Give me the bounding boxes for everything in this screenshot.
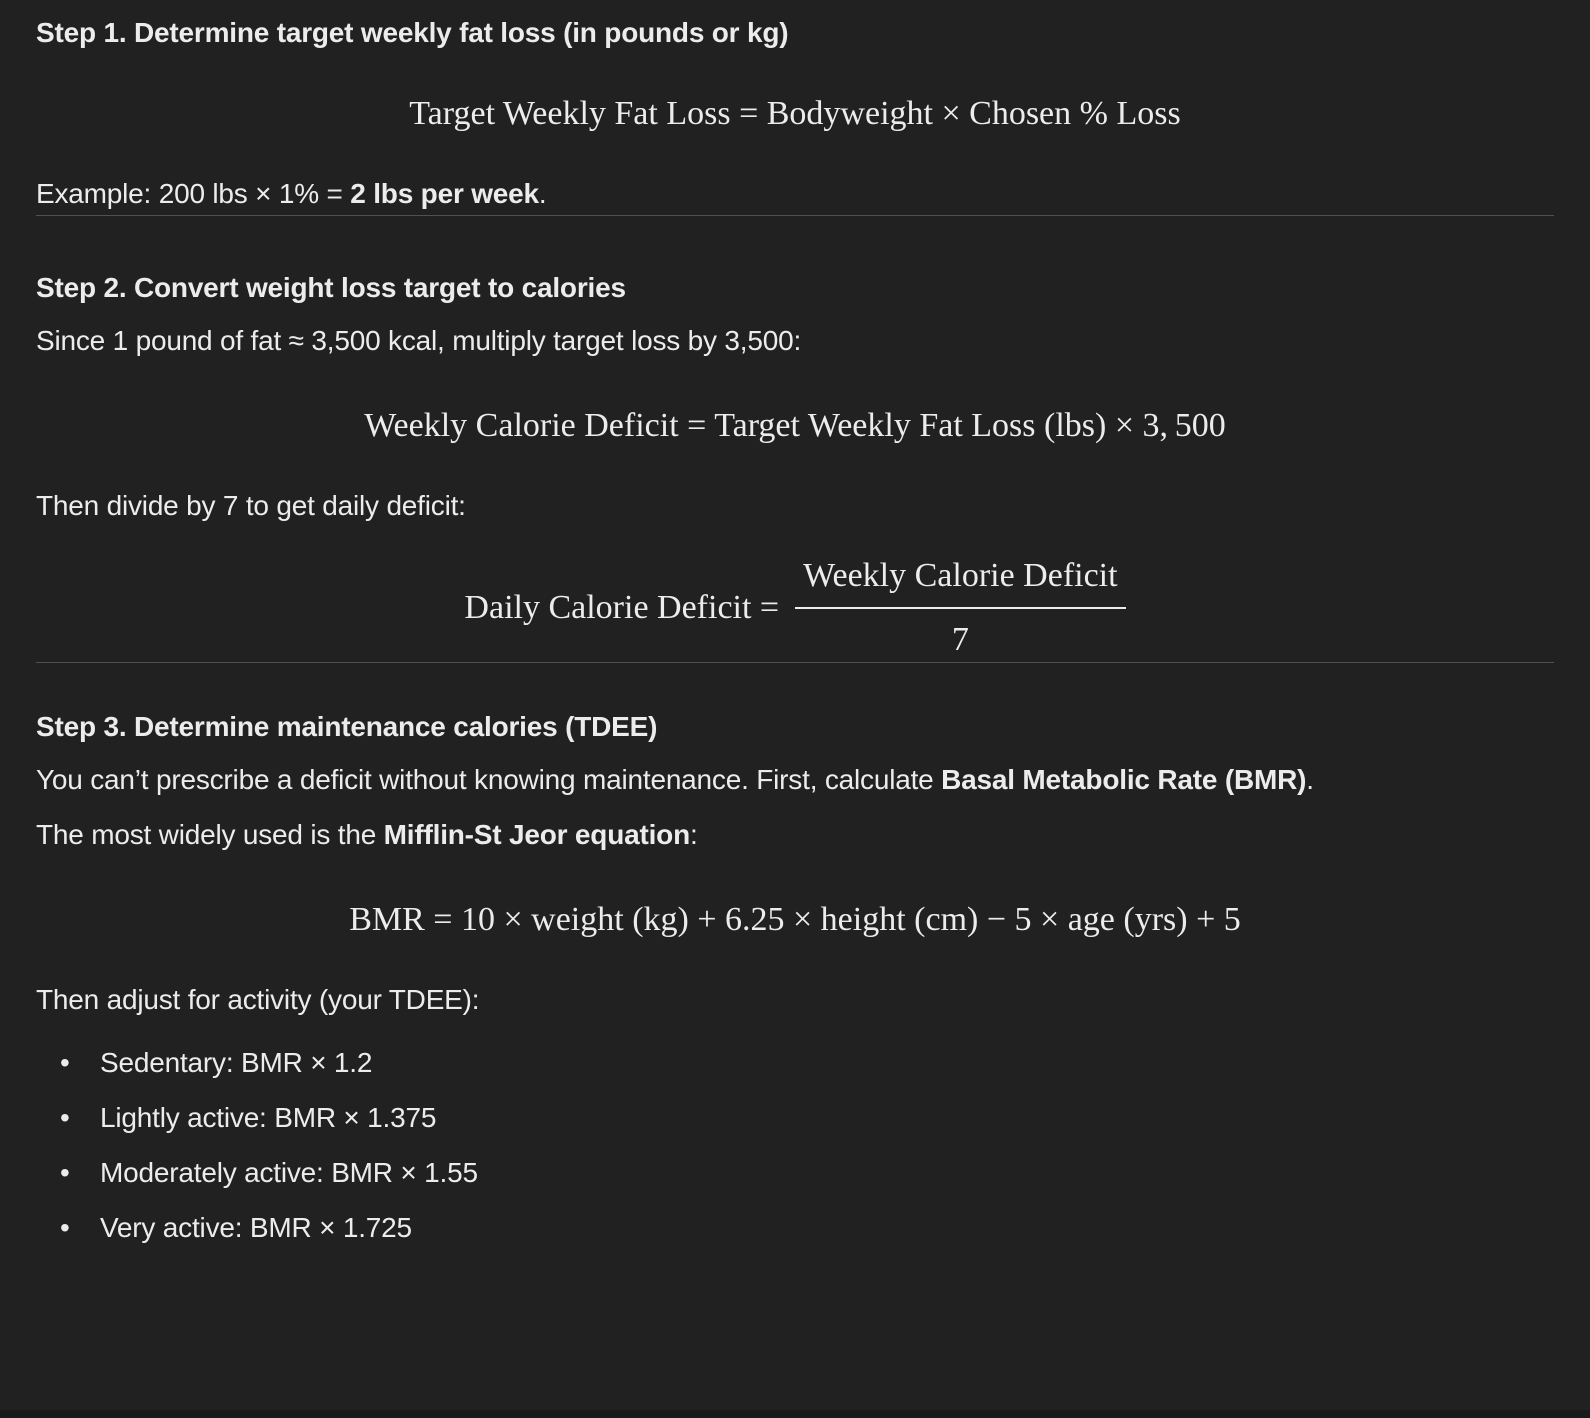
bullet-icon: • — [60, 1102, 70, 1133]
list-item — [36, 1042, 1554, 1084]
step3-paragraph-line2 — [36, 814, 1554, 856]
fraction-denominator: 7 — [951, 621, 969, 658]
step1-example — [36, 173, 1554, 215]
step1-heading: Step 1. Determine target weekly fat loss (in pounds or kg) — [36, 17, 789, 48]
para2-colon: : — [689, 819, 698, 850]
divider-2 — [36, 662, 1554, 663]
step3-paragraph-line1 — [36, 759, 1554, 801]
list-item-label: Lightly active: BMR × 1.375 — [100, 1102, 437, 1133]
bottom-edge-strip — [0, 1410, 1590, 1418]
list-item-label: Very active: BMR × 1.725 — [100, 1212, 412, 1243]
message-content — [0, 12, 1590, 1249]
step1-formula: Target Weekly Fat Loss = Bodyweight × Chosen % Loss — [409, 95, 1181, 132]
bullet-icon: • — [60, 1157, 70, 1188]
example-bold: 2 lbs per week — [350, 178, 539, 209]
step2-intro: Since 1 pound of fat ≈ 3,500 kcal, multiply target loss by 3,500: — [36, 325, 802, 356]
step2-divide-note: Then divide by 7 to get daily deficit: — [36, 490, 466, 521]
mifflin-bold-text: Mifflin-St Jeor equation — [383, 819, 690, 850]
step2-formula: Weekly Calorie Deficit = Target Weekly Fat Loss (lbs) × 3, 500 — [364, 407, 1226, 444]
list-item — [36, 1152, 1554, 1194]
para1-period: . — [1306, 764, 1314, 795]
fraction — [795, 554, 1125, 662]
list-item-label: Moderately active: BMR × 1.55 — [100, 1157, 478, 1188]
bmr-formula: BMR = 10 × weight (kg) + 6.25 × height (cm) − 5 × age (yrs) + 5 — [349, 901, 1241, 938]
bullet-icon: • — [60, 1047, 70, 1078]
step3-heading: Step 3. Determine maintenance calories (TDEE) — [36, 711, 658, 742]
list-item — [36, 1097, 1554, 1139]
example-prefix: Example: 200 lbs × 1% = — [36, 178, 351, 209]
para1-text: You can’t prescribe a deficit without knowing maintenance. First, calculate — [36, 764, 942, 795]
fraction-numerator: Weekly Calorie Deficit — [795, 554, 1125, 609]
activity-note: Then adjust for activity (your TDEE): — [36, 984, 480, 1015]
list-item-label: Sedentary: BMR × 1.2 — [100, 1047, 373, 1078]
bmr-bold-text: Basal Metabolic Rate (BMR) — [941, 764, 1307, 795]
para2-text: The most widely used is the — [36, 819, 384, 850]
step2-heading: Step 2. Convert weight loss target to calories — [36, 272, 626, 303]
fraction-lhs: Daily Calorie Deficit = — [464, 589, 780, 626]
bullet-icon: • — [60, 1212, 70, 1243]
daily-deficit-formula — [36, 554, 1554, 662]
divider-1 — [36, 215, 1554, 216]
activity-list — [36, 1042, 1554, 1249]
example-suffix: . — [538, 178, 547, 209]
list-item — [36, 1207, 1554, 1249]
